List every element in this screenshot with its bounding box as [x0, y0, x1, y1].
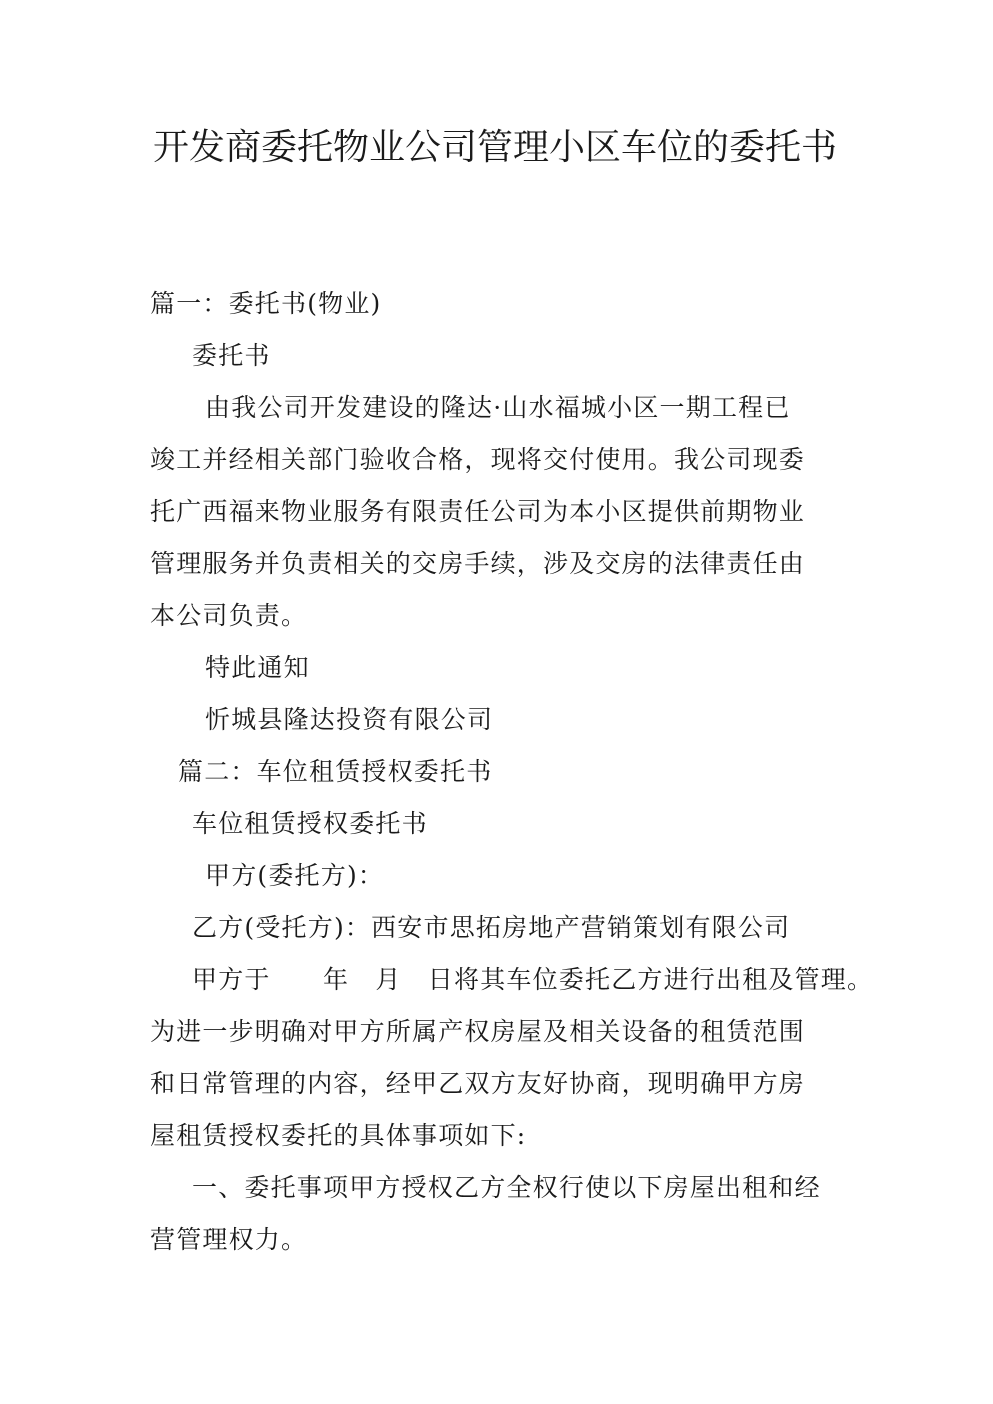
party-b-line: 乙方(受托方)：西安市思拓房地产营销策划有限公司	[192, 913, 791, 942]
subheading-parking-lease: 车位租赁授权委托书	[192, 809, 428, 838]
subheading-weituoshu: 委托书	[192, 341, 271, 370]
party-a-line: 甲方(委托方)：	[205, 861, 385, 890]
paragraph-line: 甲方于 年 月 日将其车位委托乙方进行出租及管理。	[192, 965, 874, 994]
paragraph-line: 和日常管理的内容，经甲乙双方友好协商，现明确甲方房	[150, 1069, 806, 1098]
company-signature: 忻城县隆达投资有限公司	[205, 705, 494, 734]
section-heading-2: 篇二：车位租赁授权委托书	[178, 757, 493, 786]
paragraph-line: 管理服务并负责相关的交房手续，涉及交房的法律责任由	[150, 549, 806, 578]
paragraph-line: 为进一步明确对甲方所属产权房屋及相关设备的租赁范围	[150, 1017, 806, 1046]
paragraph-line: 一、委托事项甲方授权乙方全权行使以下房屋出租和经	[192, 1173, 821, 1202]
notice-line: 特此通知	[205, 653, 310, 682]
paragraph-line: 营管理权力。	[150, 1225, 308, 1254]
paragraph-line: 竣工并经相关部门验收合格，现将交付使用。我公司现委	[150, 445, 806, 474]
paragraph-line: 屋租赁授权委托的具体事项如下:	[150, 1121, 527, 1150]
paragraph-line: 由我公司开发建设的隆达·山水福城小区一期工程已	[205, 393, 791, 422]
paragraph-line: 本公司负责。	[150, 601, 308, 630]
document-title: 开发商委托物业公司管理小区车位的委托书	[152, 127, 837, 168]
paragraph-line: 托广西福来物业服务有限责任公司为本小区提供前期物业	[150, 497, 806, 526]
section-heading-1: 篇一：委托书(物业)	[150, 289, 382, 318]
